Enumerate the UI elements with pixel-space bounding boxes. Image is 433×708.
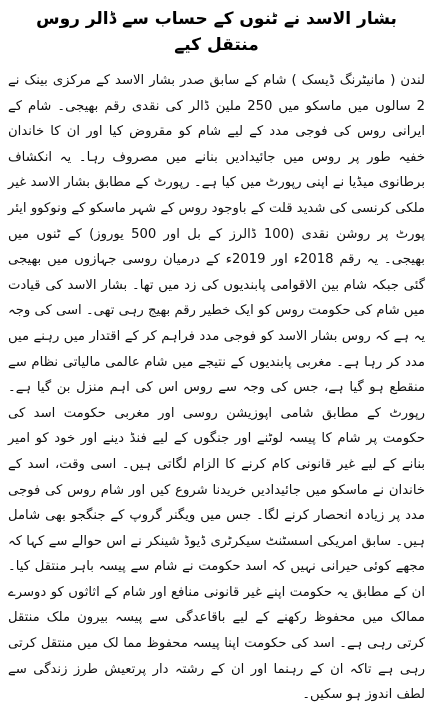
article-body: لندن ( مانیٹرنگ ڈیسک ) شام کے سابق صدر بشار الاسد کے مرکزی بینک نے 2 سالوں میں ماسکو میں 250 ملین ڈالر کی نقدی رقم بھیجی۔ شام کے ایرانی روس کی فوجی مدد کے لیے شام کو مقروض کیا اور ان کا خاندان خفیہ طور پر روس میں جائیدادیں بنانے میں مصروف رہا۔ یہ انکشاف برطانوی میڈیا نے اپنی رپورٹ میں کیا ہے۔ رپورٹ کے مطابق بشار الاسد غیر ملکی کرنسی کی شدید قلت کے باوجود روس کے شہر ماسکو کے ونوکوو ایئر پورٹ پر روشن نقدی (100 ڈالرز کے بل اور 500 یوروز) کے ٹنوں میں بھیجی۔ یہ رقم 2018ء اور 2019ء کے درمیان روسی جہازوں میں بھیجی گئی جبکہ شام بین الاقوامی پابندیوں کی زد میں تھا۔ بشار الاسد کی قیادت میں شام کی حکومت روس کو ایک خطیر رقم بھیج رہی تھی۔ اسی کی وجہ یہ ہے کہ روس بشار الاسد کو فوجی مدد فراہم کر کے اقتدار میں رہنے میں مدد کر رہا ہے۔ مغربی پابندیوں کے نتیجے میں شام عالمی مالیاتی نظام سے منقطع ہو گیا ہے، جس کی وجہ سے روس اس کی اہم منزل بن گیا ہے۔ رپورٹ کے مطابق شامی اپوزیشن روسی اور مغربی حکومت اسد کی حکومت پر شام کا پیسہ لوٹنے اور جنگوں کے لیے فنڈ دینے اور خود کو امیر بنانے کے لیے غیر قانونی کام کرنے کا الزام لگاتی ہیں۔ اسی وقت، اسد کے خاندان نے ماسکو میں جائیدادیں خریدنا شروع کیں اور شام روس کی فوجی مدد پر زیادہ انحصار کرنے لگا۔ جس میں ویگنر گروپ کے جنگجو بھی شامل ہیں۔ سابق امریکی اسسٹنٹ سیکرٹری ڈیوڈ شینکر نے اس حوالے سے کہا کہ مجھے کوئی حیرانی نہیں کہ اسد حکومت نے شام سے پیسہ باہر منتقل کیا۔ ان کے مطابق یہ حکومت اپنے غیر قانونی منافع اور شام کے اثاثوں کو دوسرے ممالک میں محفوظ رکھنے کے لیے باقاعدگی سے پیسہ بیرون ملک منتقل کرتی رہی ہے۔ اسد کی حکومت اپنا پیسہ محفوظ مما لک میں منتقل کرتی رہی ہے تاکہ ان کے رہنما اور ان کے رشتہ دار پرتعیش طرز زندگی سے لطف اندوز ہو سکیں۔: [8, 73, 425, 703]
article-headline: بشار الاسد نے ٹنوں کے حساب سے ڈالر روس منتقل کیے: [36, 9, 397, 55]
